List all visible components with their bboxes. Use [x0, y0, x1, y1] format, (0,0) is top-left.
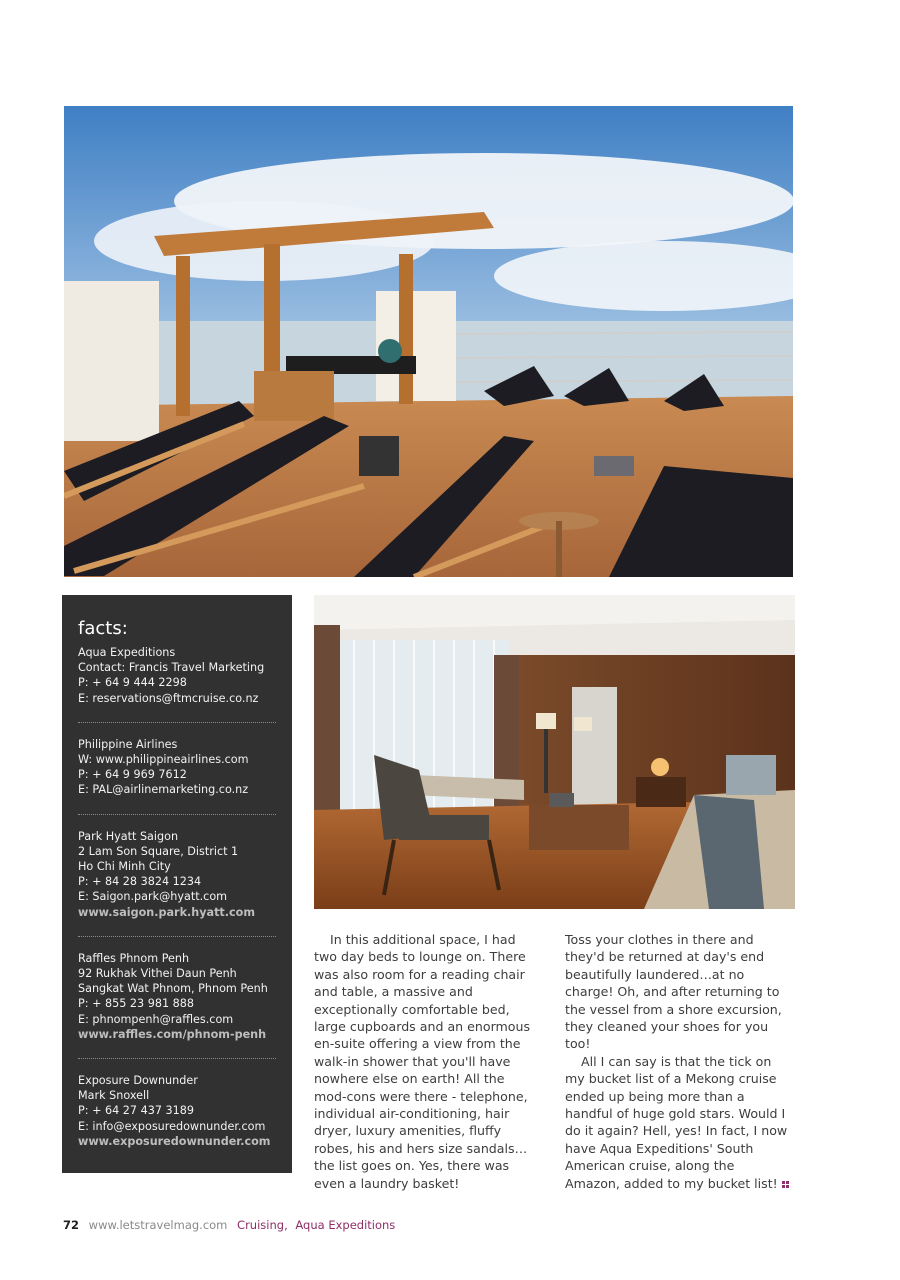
fact-line: E: phnompenh@raffles.com [78, 1012, 234, 1026]
deck-illustration [64, 106, 793, 577]
fact-block-exposure-downunder [78, 1073, 276, 1149]
facts-divider [78, 936, 276, 937]
fact-line: W: www.philippineairlines.com [78, 753, 249, 767]
end-mark-icon [782, 1181, 789, 1188]
fact-line: Aqua Expeditions [78, 646, 176, 659]
page-number: 72 [63, 1218, 80, 1232]
fact-line: Ho Chi Minh City [78, 860, 171, 874]
facts-divider [78, 1058, 276, 1059]
fact-link-park-hyatt[interactable]: www.saigon.park.hyatt.com [78, 905, 255, 919]
fact-block-park-hyatt [78, 829, 276, 920]
article-column-right [565, 931, 791, 1192]
fact-line: P: + 855 23 981 888 [78, 997, 194, 1011]
fact-line: E: info@exposuredownunder.com [78, 1119, 266, 1133]
deck-photo [64, 106, 793, 577]
article-column-left [314, 931, 540, 1192]
fact-line: P: + 84 28 3824 1234 [78, 875, 202, 889]
facts-divider [78, 814, 276, 815]
suite-photo [314, 595, 795, 909]
fact-line: Contact: Francis Travel Marketing [78, 661, 265, 675]
fact-line: 2 Lam Son Square, District 1 [78, 844, 239, 858]
fact-line: Exposure Downunder [78, 1074, 198, 1088]
suite-illustration [314, 595, 795, 909]
footer-subsection: Aqua Expeditions [295, 1218, 396, 1232]
fact-line: P: + 64 27 437 3189 [78, 1104, 194, 1118]
fact-block-raffles [78, 951, 276, 1042]
facts-divider [78, 722, 276, 723]
fact-line: Park Hyatt Saigon [78, 829, 179, 843]
page-footer [63, 1218, 395, 1232]
article-paragraph: Toss your clothes in there and they'd be returned at day's end beautifully laundered…at no charge! Oh, and after returning to the vessel from a shore excursion, they cleaned your shoes for you too! [565, 932, 782, 1052]
footer-url[interactable]: www.letstravelmag.com [88, 1218, 228, 1232]
fact-block-philippine-airlines [78, 737, 276, 798]
article-paragraph: In this additional space, I had two day beds to lounge on. There was also room for a reading chair and table, a massive and exceptionally comfortable bed, large cupboards and an enormous en-suite offering a view from the walk-in shower that you'll have nowhere else on earth! All the mod-cons were there - telephone, individual air-conditioning, hair dryer, luxury amenities, fluffy robes, his and hers size sandals…the list goes on. Yes, there was even a laundry basket! [314, 932, 531, 1191]
fact-link-raffles[interactable]: www.raffles.com/phnom-penh [78, 1027, 267, 1041]
article-paragraph-last [565, 1053, 791, 1192]
fact-line: P: + 64 9 444 2298 [78, 676, 187, 690]
facts-title: facts: [78, 618, 128, 639]
fact-line: E: Saigon.park@hyatt.com [78, 890, 228, 904]
fact-link-exposure-downunder[interactable]: www.exposuredownunder.com [78, 1134, 271, 1148]
fact-line: Mark Snoxell [78, 1089, 150, 1103]
fact-line: 92 Rukhak Vithei Daun Penh [78, 967, 237, 981]
footer-section: Cruising, [237, 1218, 288, 1232]
fact-line: E: PAL@airlinemarketing.co.nz [78, 783, 249, 797]
fact-line: Sangkat Wat Phnom, Phnom Penh [78, 982, 268, 996]
fact-line: Raffles Phnom Penh [78, 951, 190, 965]
fact-line: Philippine Airlines [78, 737, 178, 751]
fact-line: P: + 64 9 969 7612 [78, 768, 187, 782]
fact-line: E: reservations@ftmcruise.co.nz [78, 691, 259, 705]
fact-block-aqua-expeditions [78, 645, 276, 706]
article-paragraph-text: All I can say is that the tick on my bucket list of a Mekong cruise ended up being more than a handful of huge gold stars. Would I do it again? Hell, yes! In fact, I now have Aqua Expeditions' South American cruise, along the Amazon, added to my bucket list! [565, 1053, 788, 1191]
facts-sidebar [62, 595, 292, 1173]
